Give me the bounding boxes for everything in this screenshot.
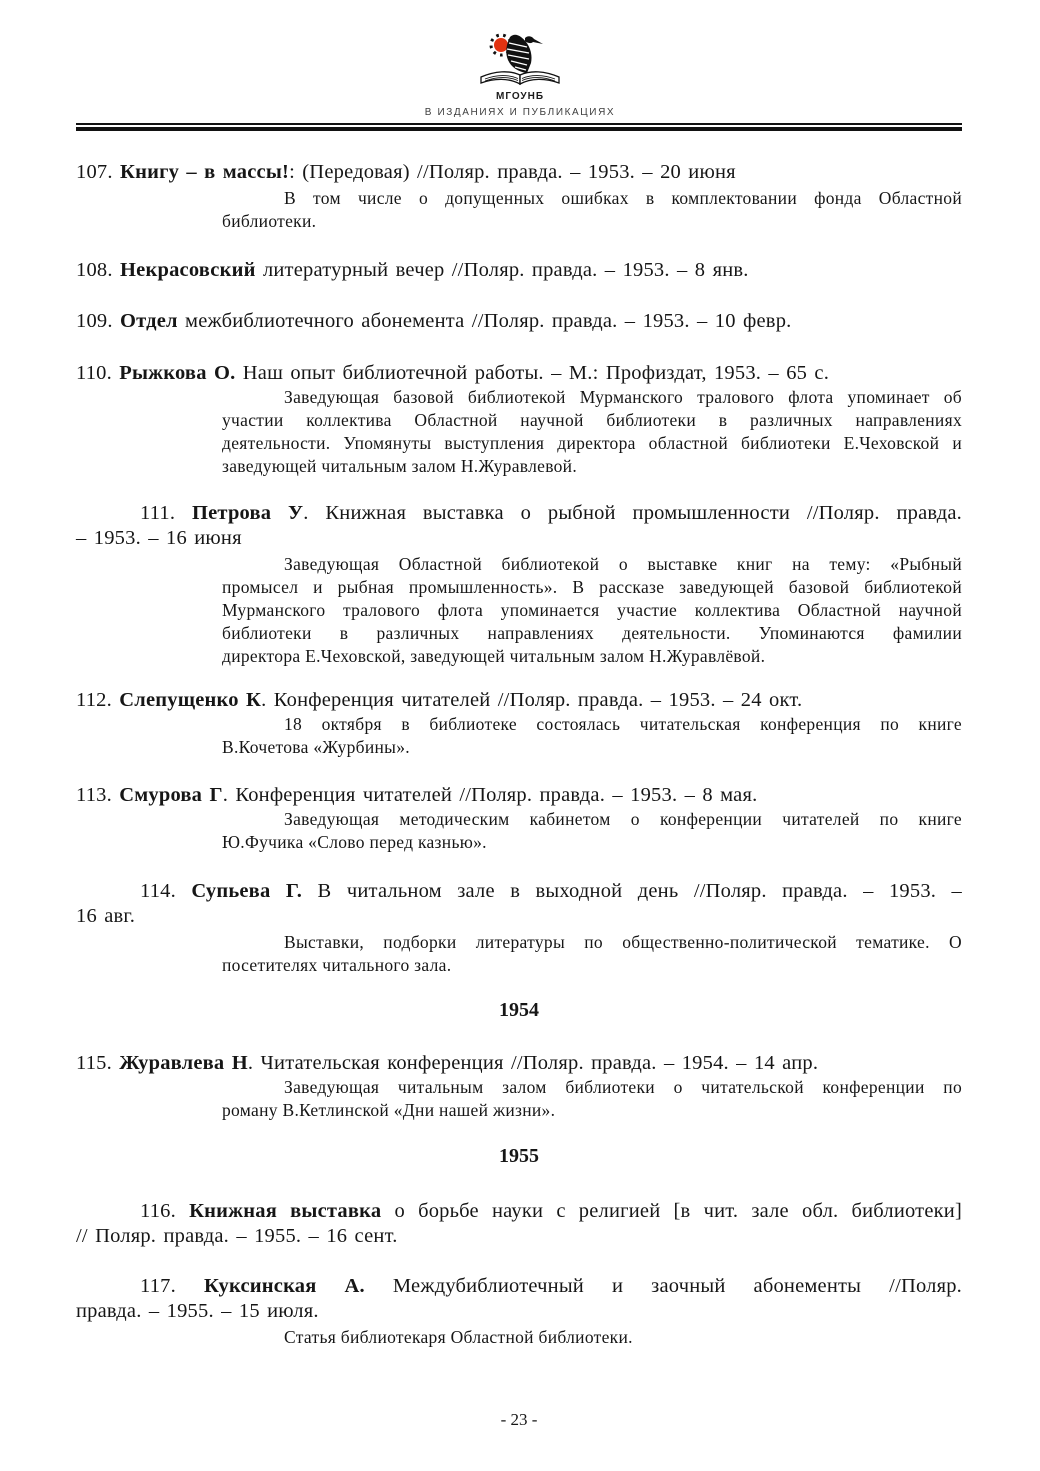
entry-109-heading [76, 309, 962, 334]
entry-reference: литературный вечер //Поляр. правда. – 1953. – 8 янв. [255, 259, 749, 281]
annotation-line: Выставки, подборки литературы по общественно-политической тематике. О [284, 932, 962, 952]
annotation-line: Заведующая Областной библиотекой о выставке книг на тему: «Рыбный [284, 554, 962, 574]
entry-117-heading [76, 1274, 962, 1324]
entry-number: 111. [140, 502, 176, 524]
entry-112-annotation [222, 713, 962, 759]
entry-114-annotation [222, 931, 962, 977]
library-emblem-icon [465, 30, 575, 90]
entry-lead: Книгу – в массы! [120, 161, 290, 183]
entry-number: 112. [76, 689, 112, 711]
entry-number: 115. [76, 1052, 112, 1074]
entry-number: 117. [140, 1275, 176, 1297]
entry-number: 107. [76, 161, 113, 183]
entry-number: 114. [140, 880, 176, 902]
entry-lead: Супьева Г. [191, 880, 303, 902]
annotation-line: 18 октября в библиотеке состоялась читательская конференция по книге [284, 714, 962, 734]
annotation-line: Статья библиотекаря Областной библиотеки. [284, 1327, 633, 1347]
entry-110-annotation [222, 386, 962, 478]
entry-number: 108. [76, 259, 113, 281]
annotation-line: участии коллектива Областной научной библиотеки в различных направлениях [222, 410, 962, 430]
entry-112-heading [76, 688, 962, 713]
annotation-line: В том числе о допущенных ошибках в комплектовании фонда Областной [284, 188, 962, 208]
entry-reference-continued: 16 авг. [76, 905, 136, 927]
entry-108-heading [76, 258, 962, 283]
entry-110-heading [76, 361, 962, 386]
entry-number: 113. [76, 784, 112, 806]
entry-reference: . Конференция читателей //Поляр. правда. – 1953. – 8 мая. [222, 784, 758, 806]
entry-115-annotation [222, 1076, 962, 1122]
header-double-rule [76, 123, 962, 131]
entry-reference: . Конференция читателей //Поляр. правда. – 1953. – 24 окт. [261, 689, 803, 711]
entry-113-heading [76, 783, 962, 808]
entry-reference: Наш опыт библиотечной работы. – М.: Профиздат, 1953. – 65 с. [235, 362, 830, 384]
entry-lead: Куксинская А. [203, 1275, 365, 1297]
entry-lead: Журавлева Н [119, 1052, 248, 1074]
annotation-line: библиотеки. [222, 211, 317, 231]
entry-117-annotation [222, 1326, 962, 1349]
page-number: - 23 - [500, 1410, 538, 1429]
annotation-line: Заведующая базовой библиотекой Мурманского тралового флота упоминает об [284, 387, 962, 407]
entry-number: 110. [76, 362, 112, 384]
annotation-line: директора Е.Чеховской, заведующей читальным залом Н.Журавлёвой. [222, 646, 766, 666]
entry-number: 116. [140, 1200, 176, 1222]
entry-lead: Петрова У [191, 502, 304, 524]
entry-reference-continued: правда. – 1955. – 15 июля. [76, 1300, 319, 1322]
entry-reference: межбиблиотечного абонемента //Поляр. правда. – 1953. – 10 февр. [177, 310, 792, 332]
entry-107-annotation [222, 187, 962, 233]
entry-lead: Рыжкова О. [119, 362, 236, 384]
entry-reference: В читальном зале в выходной день //Поляр. правда. – 1953. – [302, 880, 962, 902]
annotation-line: В.Кочетова «Журбины». [222, 737, 410, 757]
page-header [0, 0, 1040, 118]
page-body [0, 123, 1040, 1431]
annotation-line: роману В.Кетлинской «Дни нашей жизни». [222, 1100, 556, 1120]
logo-subtitle: В ИЗДАНИЯХ И ПУБЛИКАЦИЯХ [424, 107, 616, 118]
entry-lead: Отдел [120, 310, 178, 332]
annotation-line: промысел и рыбная промышленность». В рассказе заведующей базовой библиотекой [222, 577, 962, 597]
entry-116-heading [76, 1199, 962, 1249]
annotation-line: библиотеки в различных направлениях деятельности. Упоминаются фамилии [222, 623, 962, 643]
entry-reference: Междубиблиотечный и заочный абонементы //Поляр. [364, 1275, 962, 1297]
logo-acronym: МГОУНБ [495, 91, 545, 102]
annotation-line: заведующей читальным залом Н.Журавлевой. [222, 456, 578, 476]
firebird-icon [506, 35, 543, 73]
annotation-line: Ю.Фучика «Слово перед казнью». [222, 832, 487, 852]
year-heading-1955: 1955 [499, 1145, 539, 1167]
annotation-line: Мурманского тралового флота упоминается участие коллектива Областной научной [222, 600, 962, 620]
entry-lead: Смурова Г [119, 784, 223, 806]
annotation-line: Заведующая методическим кабинетом о конференции читателей по книге [284, 809, 962, 829]
entry-115-heading [76, 1051, 962, 1076]
entry-number: 109. [76, 310, 113, 332]
entry-114-heading [76, 879, 962, 929]
entry-107-heading [76, 160, 962, 185]
entry-lead: Книжная выставка [189, 1200, 382, 1222]
entry-111-heading [76, 501, 962, 551]
entry-reference: о борьбе науки с религией [в чит. зале обл. библиотеки] [381, 1200, 962, 1222]
entry-lead: Некрасовский [120, 259, 256, 281]
annotation-line: Заведующая читальным залом библиотеки о читательской конференции по [284, 1077, 962, 1097]
entry-lead: Слепущенко К [119, 689, 262, 711]
entry-reference-continued: // Поляр. правда. – 1955. – 16 сент. [76, 1225, 398, 1247]
entry-reference: . Читательская конференция //Поляр. правда. – 1954. – 14 апр. [247, 1052, 819, 1074]
annotation-line: деятельности. Упомянуты выступления директора областной библиотеки Е.Чеховской и [222, 433, 962, 453]
entry-113-annotation [222, 808, 962, 854]
open-book-icon [481, 72, 559, 84]
entry-reference-continued: – 1953. – 16 июня [76, 527, 242, 549]
annotation-line: посетителях читального зала. [222, 955, 452, 975]
entry-reference: : (Передовая) //Поляр. правда. – 1953. – 20 июня [289, 161, 736, 183]
entry-reference: . Книжная выставка о рыбной промышленности //Поляр. правда. [303, 502, 963, 524]
entry-111-annotation [222, 553, 962, 668]
year-heading-1954: 1954 [499, 999, 539, 1021]
